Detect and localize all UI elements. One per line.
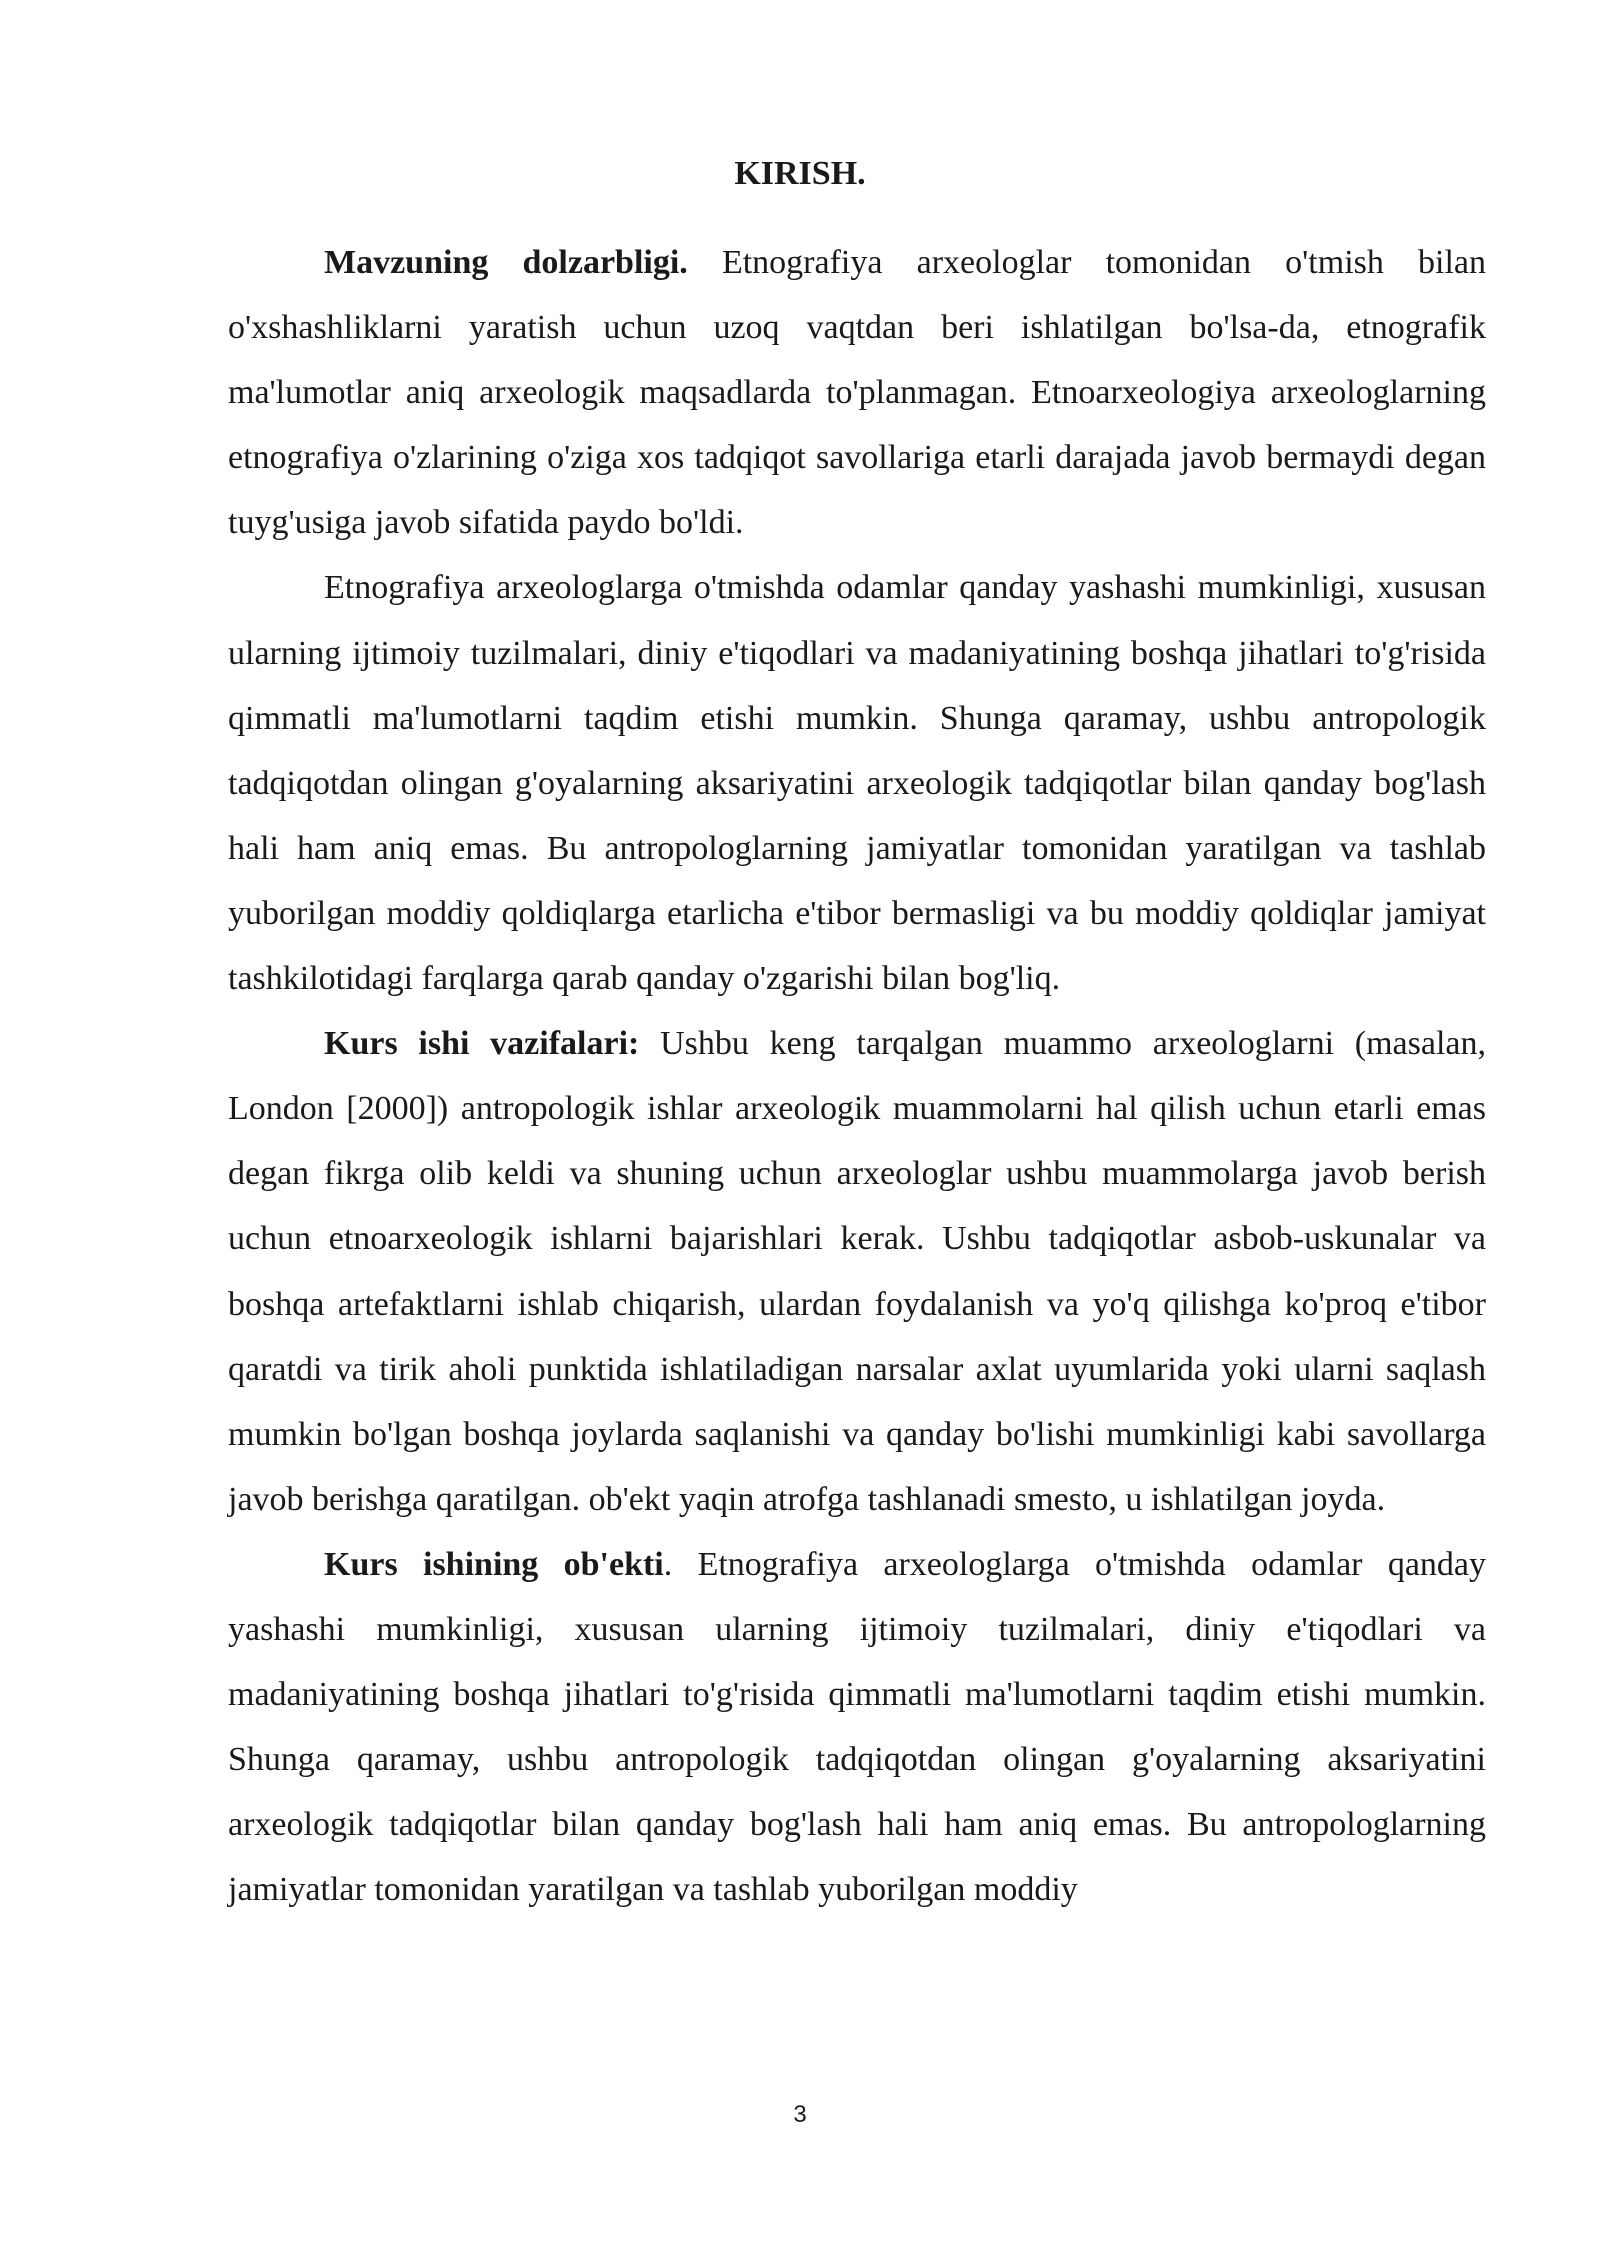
body-text xyxy=(228,230,1486,1922)
paragraph-text: Etnografiya arxeologlarga o'tmishda odamlar qanday yashashi mumkinligi, xususan ularning ijtimoiy tuzilmalari, diniy e'tiqodlari va madaniyatining boshqa jihatlari to'g'risida qimmatli ma'lumotlarni taqdim etishi mumkin. Shunga qaramay, ushbu antropologik tadqiqotdan olingan g'oyalarning aksariyatini arxeologik tadqiqotlar bilan qanday bog'lash hali ham aniq emas. Bu antropologlarning jamiyatlar tomonidan yaratilgan va tashlab yuborilgan moddiy qoldiqlarga etarlicha e'tibor bermasligi va bu moddiy qoldiqlar jamiyat tashkilotidagi farqlarga qarab qanday o'zgarishi bilan bog'liq. xyxy=(228,569,1486,998)
paragraph-lead: Kurs ishining ob'ekti xyxy=(324,1545,664,1583)
paragraph-relevance xyxy=(228,230,1486,555)
paragraph-text: Etnografiya arxeologlar tomonidan o'tmish bilan o'xshashliklarni yaratish uchun uzoq vaqtdan beri ishlatilgan bo'lsa-da, etnografik ma'lumotlar aniq arxeologik maqsadlarda to'planmagan. Etnoarxeologiya arxeologlarning etnografiya o'zlarining o'ziga xos tadqiqot savollariga etarli darajada javob bermaydi degan tuyg'usiga javob sifatida paydo bo'ldi. xyxy=(228,244,1487,542)
page-heading: KIRISH. xyxy=(734,155,866,192)
page-number: 3 xyxy=(793,2101,807,2128)
paragraph-lead: Kurs ishi vazifalari: xyxy=(324,1025,640,1063)
paragraph-text: . Etnografiya arxeologlarga o'tmishda odamlar qanday yashashi mumkinligi, xususan ularning ijtimoiy tuzilmalari, diniy e'tiqodlari va madaniyatining boshqa jihatlari to'g'risida qimmatli ma'lumotlarni taqdim etishi mumkin. Shunga qaramay, ushbu antropologik tadqiqotdan olingan g'oyalarning aksariyatini arxeologik tadqiqotlar bilan qanday bog'lash hali ham aniq emas. Bu antropologlarning jamiyatlar tomonidan yaratilgan va tashlab yuborilgan moddiy xyxy=(228,1545,1486,1909)
paragraph-ethnography xyxy=(228,555,1486,1011)
paragraph-text: Ushbu keng tarqalgan muammo arxeologlarni (masalan, London [2000]) antropologik ishlar arxeologik muammolarni hal qilish uchun etarli emas degan fikrga olib keldi va shuning uchun arxeologlar ushbu muammolarga javob berish uchun etnoarxeologik ishlarni bajarishlari kerak. Ushbu tadqiqotlar asbob-uskunalar va boshqa artefaktlarni ishlab chiqarish, ulardan foydalanish va yo'q qilishga ko'proq e'tibor qaratdi va tirik aholi punktida ishlatiladigan narsalar axlat uyumlarida yoki ularni saqlash mumkin bo'lgan boshqa joylarda saqlanishi va qanday bo'lishi mumkinligi kabi savollarga javob berishga qaratilgan. ob'ekt yaqin atrofga tashlanadi smesto, u ishlatilgan joyda. xyxy=(228,1025,1486,1518)
paragraph-lead: Mavzuning dolzarbligi. xyxy=(324,244,688,281)
paragraph-tasks xyxy=(228,1011,1486,1532)
paragraph-object xyxy=(228,1532,1486,1923)
